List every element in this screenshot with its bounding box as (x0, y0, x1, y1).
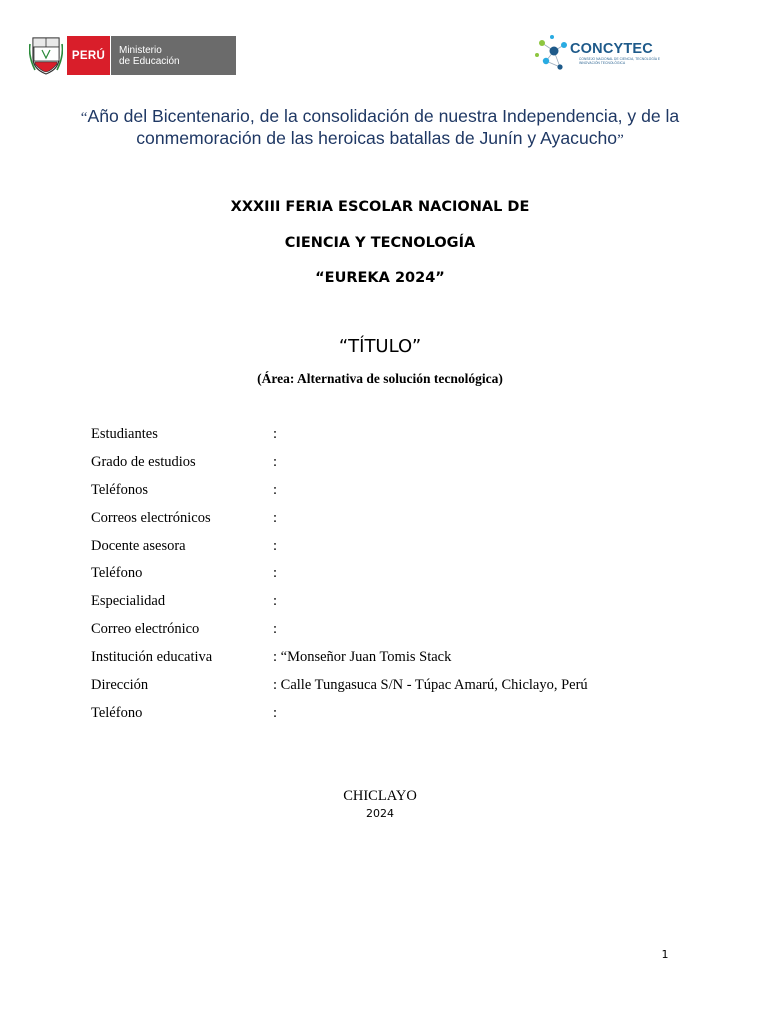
peru-label: PERÚ (67, 36, 110, 75)
motto-text: Año del Bicentenario, de la consolidación de nuestra Independencia, y de la conmemoración de las heroicas batallas de Junín y Ayacucho (87, 106, 680, 148)
info-row (91, 480, 588, 508)
concytec-name: CONCYTEC (570, 41, 653, 57)
info-label: Correo electrónico (91, 621, 200, 638)
info-value: : (273, 426, 278, 442)
ministry-line2: de Educación (119, 55, 180, 67)
city-label: CHICLAYO (343, 788, 417, 804)
info-value: : (273, 537, 278, 554)
motto-open-quote: “ (80, 110, 88, 126)
info-value: : (273, 621, 278, 638)
motto-close-quote: ” (617, 132, 624, 148)
info-value: : Calle Tungasuca S/N - Túpac Amarú, Chiclayo, Perú (273, 677, 588, 694)
info-row (91, 508, 588, 536)
info-label: Correos electrónicos (91, 509, 211, 526)
info-row (91, 647, 588, 675)
info-row (91, 563, 588, 591)
minedu-logo (29, 36, 236, 75)
info-label: Teléfono (91, 704, 143, 721)
info-row (91, 675, 588, 703)
concytec-subtitle: CONSEJO NACIONAL DE CIENCIA, TECNOLOGÍA E INNOVACIÓN TECNOLÓGICA (579, 57, 661, 65)
info-label: Grado de estudios (91, 453, 196, 470)
concytec-network-icon (534, 33, 570, 73)
page-number: 1 (661, 948, 669, 961)
info-label: Dirección (91, 677, 149, 694)
info-value: : (273, 593, 278, 610)
info-row (91, 591, 588, 619)
info-row (91, 703, 588, 731)
info-label: Docente asesora (91, 537, 186, 554)
info-value: : (273, 453, 278, 470)
info-label: Estudiantes (91, 426, 158, 442)
info-table (91, 424, 588, 731)
concytec-logo (534, 33, 674, 73)
info-value: : “Monseñor Juan Tomis Stack (273, 649, 452, 666)
info-label: Institución educativa (91, 649, 213, 666)
info-value: : (273, 481, 278, 498)
project-area: (Área: Alternativa de solución tecnológica) (257, 371, 503, 386)
info-value: : (273, 565, 278, 582)
info-row (91, 619, 588, 647)
info-row (91, 452, 588, 480)
info-label: Especialidad (91, 593, 166, 610)
info-row (91, 424, 588, 452)
fair-title-line1: XXXIII FERIA ESCOLAR NACIONAL DE (230, 199, 530, 215)
year-label: 2024 (366, 807, 394, 820)
fair-title-line3: “EUREKA 2024” (315, 270, 445, 286)
project-title: “TÍTULO” (338, 336, 422, 357)
peru-coat-of-arms-icon (29, 36, 63, 75)
ministry-label (110, 36, 236, 75)
info-row (91, 536, 588, 564)
info-value: : (273, 704, 278, 721)
ministry-line1: Ministerio (119, 44, 162, 56)
info-label: Teléfonos (91, 481, 148, 498)
info-value: : (273, 509, 278, 526)
fair-title-line2: CIENCIA Y TECNOLOGÍA (284, 235, 476, 251)
info-label: Teléfono (91, 565, 143, 582)
year-motto (80, 106, 680, 150)
